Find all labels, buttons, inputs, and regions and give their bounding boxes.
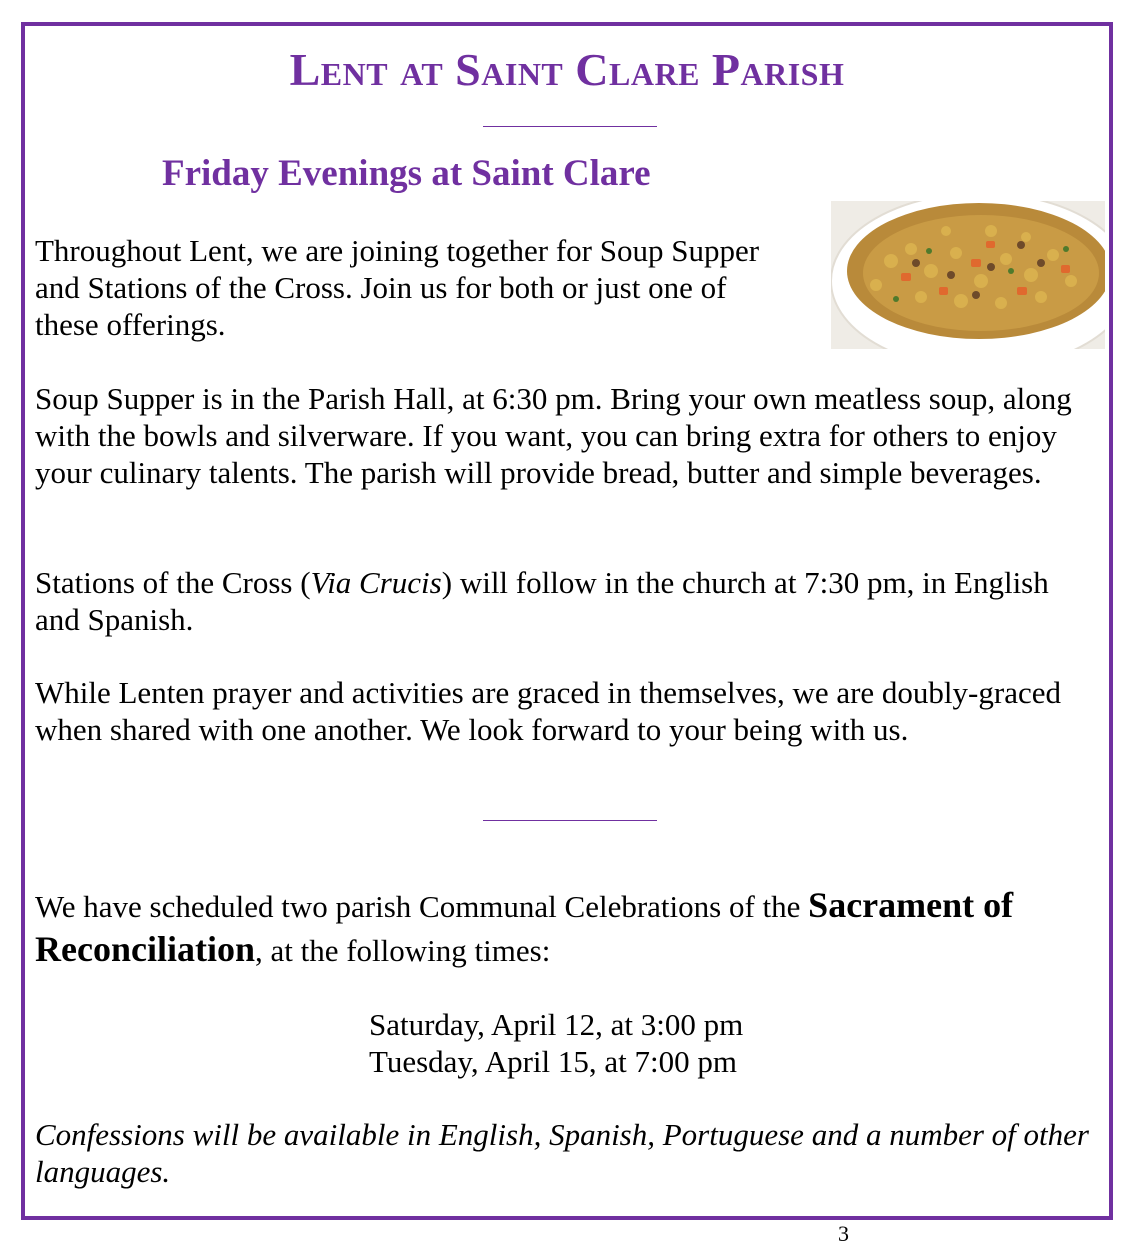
sacrament-emphasis: Sacrament of Reconciliation [35, 885, 1014, 969]
schedule-time: Saturday, April 12, at 3:00 pm [369, 1007, 744, 1042]
via-crucis-text: Via Crucis [310, 565, 442, 600]
stations-text-after: ) will follow in the church at 7:30 pm, in English and Spanish. [35, 565, 1049, 637]
stations-paragraph [35, 564, 1099, 638]
title-divider [483, 126, 657, 127]
section-divider [483, 820, 657, 821]
closing-paragraph: While Lenten prayer and activities are graced in themselves, we are doubly-graced when shared with one another. We look forward to your being with us. [35, 675, 1061, 747]
reconciliation-text-after: , at the following times: [254, 933, 551, 968]
confessions-note: Confessions will be available in English, Spanish, Portuguese and a number of other languages. [35, 1117, 1089, 1189]
reconciliation-paragraph [35, 884, 1099, 972]
soup-supper-paragraph: Soup Supper is in the Parish Hall, at 6:30 pm. Bring your own meatless soup, along with the bowls and silverware. If you want, you can bring extra for others to enjoy your culinary talents. The parish will provide bread, butter and simple beverages. [35, 381, 1072, 490]
soup-bowl-photo [831, 201, 1105, 349]
soup-bowl-icon [831, 201, 1105, 349]
schedule-time: Tuesday, April 15, at 7:00 pm [369, 1044, 737, 1079]
page-border [21, 22, 1113, 1220]
reconciliation-text-before: We have scheduled two parish Communal Celebrations of the [35, 889, 809, 924]
stations-text-before: Stations of the Cross ( [35, 565, 311, 600]
reconciliation-schedule [369, 1006, 743, 1080]
page-number: 3 [838, 1221, 849, 1246]
page-title: Lent at Saint Clare Parish [289, 44, 845, 95]
intro-paragraph: Throughout Lent, we are joining together for Soup Supper and Stations of the Cross. Join us for both or just one of these offerings. [35, 233, 760, 342]
section-heading: Friday Evenings at Saint Clare [162, 153, 651, 194]
